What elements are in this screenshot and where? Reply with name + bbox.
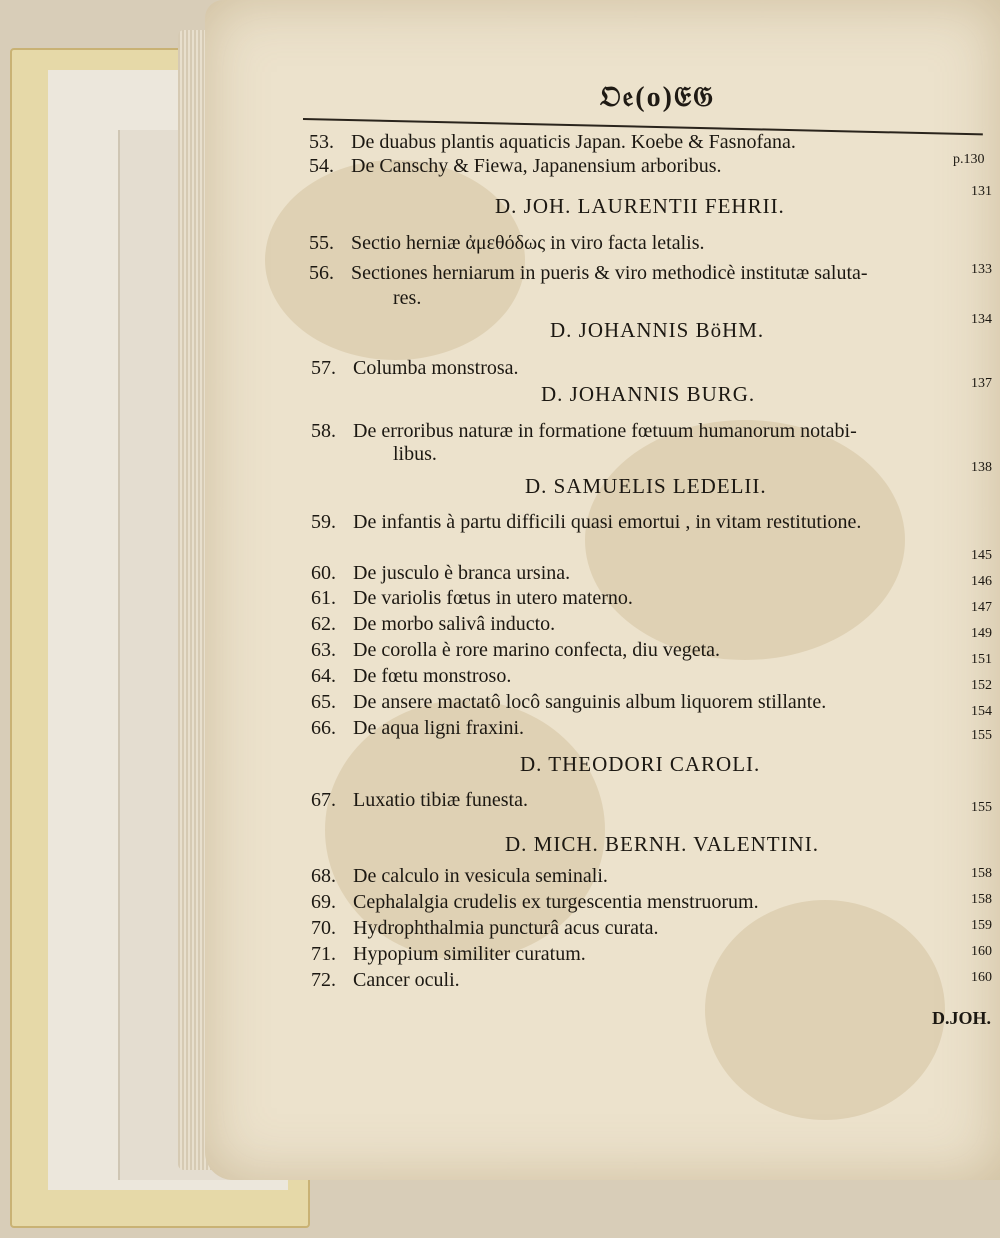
heading-burg: D. JOHANNIS BURG. — [541, 382, 756, 406]
entry-56-cont: res. — [393, 287, 422, 309]
page-number: 151 — [971, 652, 992, 667]
entry-69: 69. Cephalalgia crudelis ex turgescentia menstruorum. — [311, 891, 759, 913]
entry-60: 60. De jusculo è branca ursina. — [311, 562, 571, 584]
heading-valentini: D. MICH. BERNH. VALENTINI. — [505, 832, 819, 856]
entry-64: 64. De fœtu monstroso. — [311, 665, 512, 687]
entry-61: 61. De variolis fœtus in utero materno. — [311, 587, 633, 609]
heading-caroli: D. THEODORI CAROLI. — [520, 752, 761, 776]
entry-54: 54. De Canschy & Fiewa, Japanensium arboribus. — [309, 155, 722, 177]
entry-55: 55. Sectio herniæ ἀμεθόδως in viro facta letalis. — [309, 232, 705, 254]
entry-65: 65. De ansere mactatô locô sanguinis album liquorem stillante. — [311, 691, 827, 713]
page-number: 158 — [971, 866, 992, 881]
page-number: 134 — [971, 312, 992, 327]
entry-72: 72. Cancer oculi. — [311, 969, 460, 991]
entry-56: 56. Sectiones herniarum in pueris & viro methodicè institutæ saluta- — [309, 262, 868, 284]
page-number: 133 — [971, 262, 992, 277]
page-number: 154 — [971, 704, 992, 719]
entry-67: 67. Luxatio tibiæ funesta. — [311, 789, 528, 811]
page-number: 131 — [971, 184, 992, 199]
page-number: 160 — [971, 970, 992, 985]
book-page — [205, 0, 1000, 1180]
entry-71: 71. Hypopium similiter curatum. — [311, 943, 586, 965]
heading-bohm: D. JOHANNIS BöHM. — [550, 318, 765, 342]
catchword: D.JOH. — [932, 1008, 992, 1028]
page-number: p.130 — [953, 152, 985, 167]
page-number: 158 — [971, 892, 992, 907]
entry-62: 62. De morbo salivâ inducto. — [311, 613, 556, 635]
page-number: 147 — [971, 600, 992, 615]
heading-ledelii: D. SAMUELIS LEDELII. — [525, 474, 767, 498]
page-number: 146 — [971, 574, 992, 589]
entry-53: 53. De duabus plantis aquaticis Japan. Koebe & Fasnofana. — [309, 131, 796, 153]
page-number: 145 — [971, 548, 992, 563]
page-number: 159 — [971, 918, 992, 933]
heading-fehrii: D. JOH. LAURENTII FEHRII. — [495, 194, 785, 218]
entry-59: 59. De infantis à partu difficili quasi emortui , in vitam restitutione. — [311, 511, 862, 533]
page-number: 149 — [971, 626, 992, 641]
entry-66: 66. De aqua ligni fraxini. — [311, 717, 525, 739]
entry-57: 57. Columba monstrosa. — [311, 357, 519, 379]
page-number: 155 — [971, 800, 992, 815]
page-number: 137 — [971, 376, 992, 391]
page-number: 155 — [971, 728, 992, 743]
page-number: 138 — [971, 460, 992, 475]
entry-70: 70. Hydrophthalmia puncturâ acus curata. — [311, 917, 659, 939]
page-number: 152 — [971, 678, 992, 693]
page-number: 160 — [971, 944, 992, 959]
entry-58: 58. De erroribus naturæ in formatione fœtuum humanorum notabi- — [311, 420, 857, 442]
entry-63: 63. De corolla è rore marino confecta, diu vegeta. — [311, 639, 721, 661]
entry-58-cont: libus. — [393, 443, 437, 465]
entry-68: 68. De calculo in vesicula seminali. — [311, 865, 608, 887]
header-ornament: 𝔒𝔢(o)𝔈𝔊 — [600, 82, 715, 113]
